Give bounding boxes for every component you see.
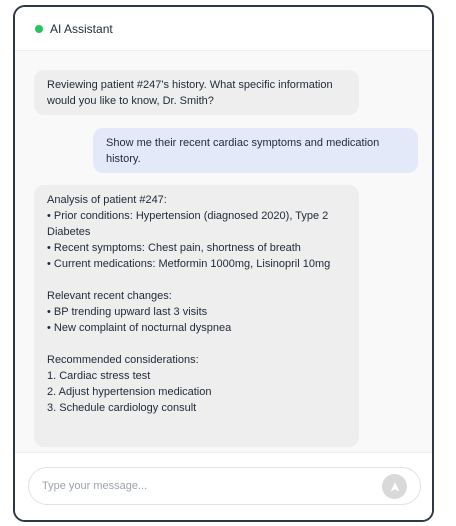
message-input-container — [28, 467, 421, 505]
message-input[interactable] — [42, 468, 372, 504]
user-message: Show me their recent cardiac symptoms and medication history. — [93, 128, 418, 173]
assistant-message: Analysis of patient #247: • Prior conditions: Hypertension (diagnosed 2020), Type 2 Diabetes • Recent symptoms: Chest pain, shortness of breath • Current medications: Metformin 1000mg, Lisinopril 10mg Relevant recent changes: • BP trending upward last 3 visits • New complaint of nocturnal dyspnea Recommended considerations: 1. Cardiac stress test 2. Adjust hypertension medication 3. Schedule cardiology consult — [34, 185, 359, 447]
chat-window — [13, 5, 434, 522]
chat-title: AI Assistant — [50, 21, 113, 36]
online-status-icon — [35, 25, 43, 33]
message-list[interactable] — [15, 51, 432, 457]
send-button[interactable] — [382, 474, 407, 499]
composer-bar — [15, 452, 432, 520]
assistant-message: Reviewing patient #247's history. What specific information would you like to know, Dr. Smith? — [34, 70, 359, 115]
send-arrow-up-icon — [389, 481, 401, 493]
chat-header — [15, 7, 432, 51]
